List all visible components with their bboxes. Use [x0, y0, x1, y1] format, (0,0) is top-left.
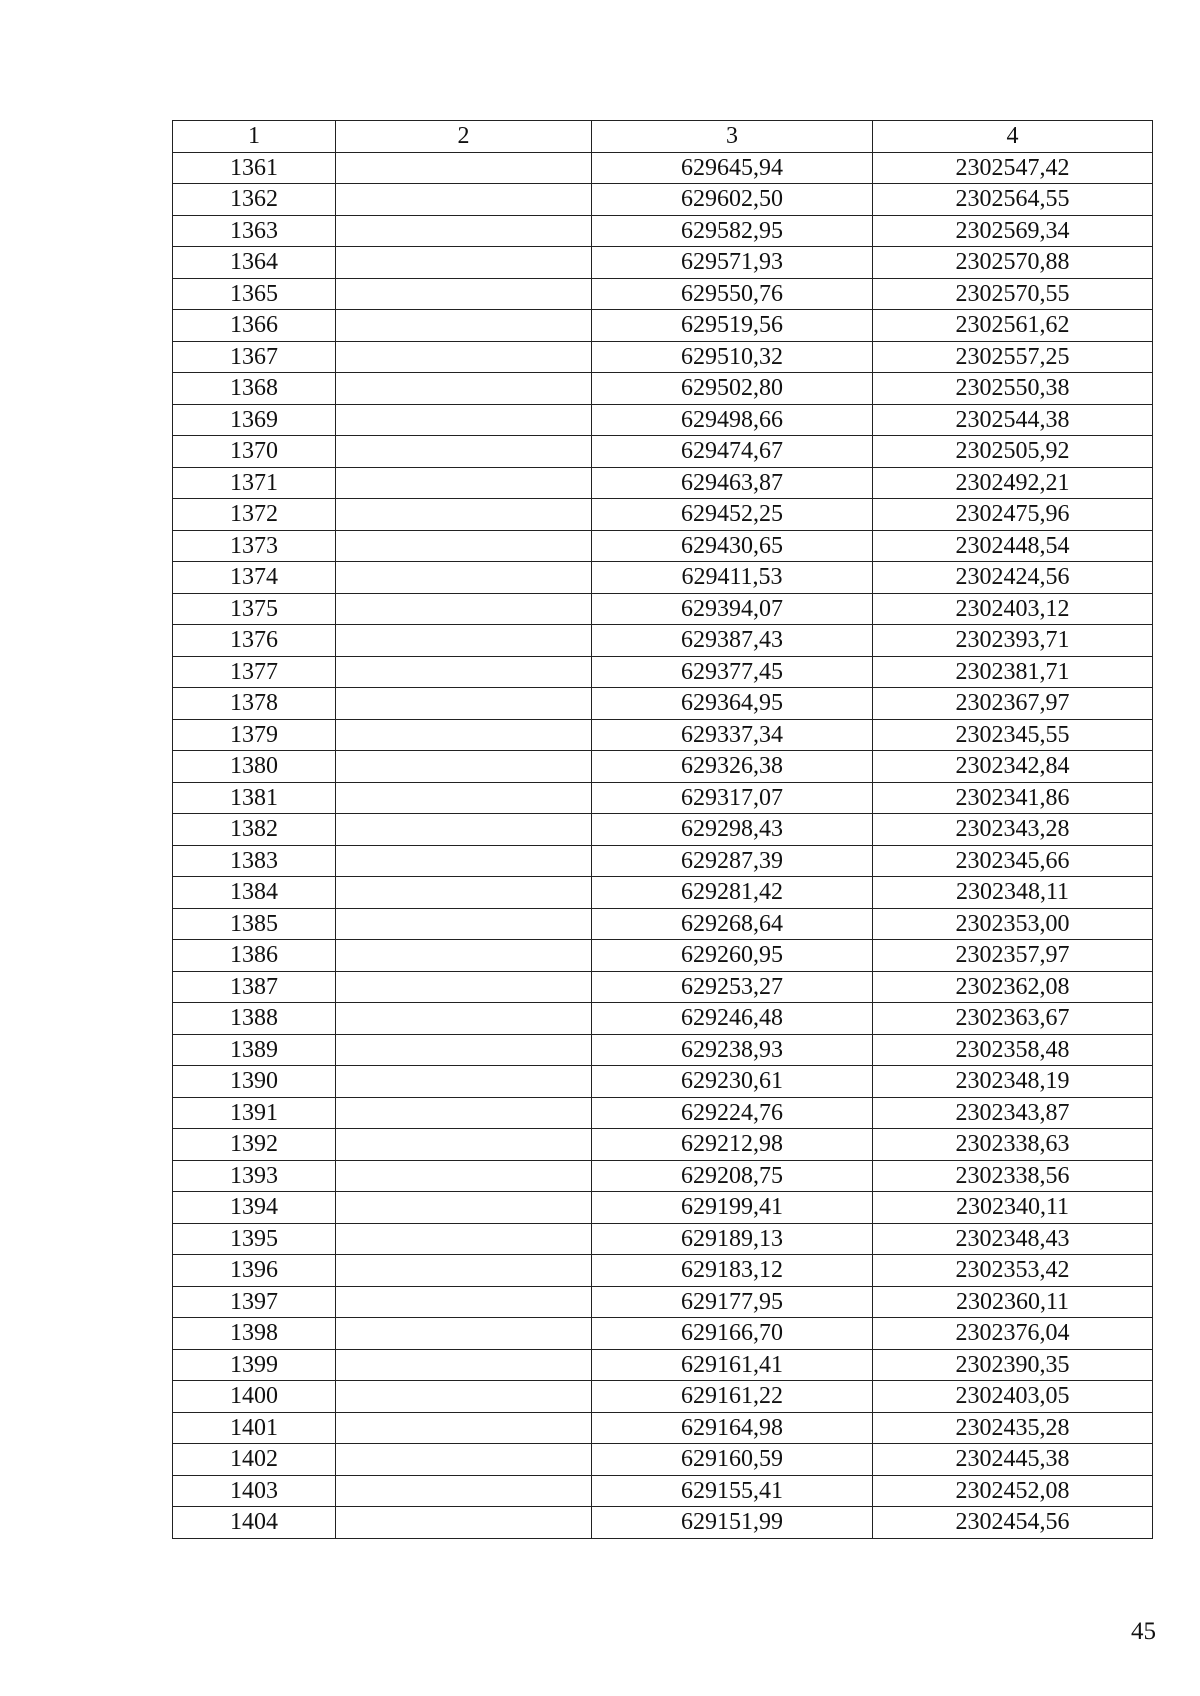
x-coordinate-cell: 629166,70 [592, 1318, 873, 1350]
y-coordinate-cell: 2302353,00 [873, 908, 1153, 940]
x-coordinate-cell: 629317,07 [592, 782, 873, 814]
table-row [173, 719, 1153, 751]
point-number-cell: 1402 [173, 1444, 336, 1476]
x-coordinate-cell: 629326,38 [592, 751, 873, 783]
x-coordinate-cell: 629230,61 [592, 1066, 873, 1098]
description-cell [336, 1097, 592, 1129]
table-row [173, 1381, 1153, 1413]
table-row [173, 184, 1153, 216]
x-coordinate-cell: 629246,48 [592, 1003, 873, 1035]
description-cell [336, 751, 592, 783]
point-number-cell: 1400 [173, 1381, 336, 1413]
x-coordinate-cell: 629364,95 [592, 688, 873, 720]
description-cell [336, 688, 592, 720]
description-cell [336, 404, 592, 436]
x-coordinate-cell: 629208,75 [592, 1160, 873, 1192]
description-cell [336, 184, 592, 216]
description-cell [336, 247, 592, 279]
point-number-cell: 1390 [173, 1066, 336, 1098]
y-coordinate-cell: 2302448,54 [873, 530, 1153, 562]
y-coordinate-cell: 2302435,28 [873, 1412, 1153, 1444]
y-coordinate-cell: 2302390,35 [873, 1349, 1153, 1381]
coordinates-table [172, 120, 1153, 1539]
description-cell [336, 499, 592, 531]
point-number-cell: 1380 [173, 751, 336, 783]
point-number-cell: 1384 [173, 877, 336, 909]
table-row [173, 971, 1153, 1003]
table-row [173, 908, 1153, 940]
point-number-cell: 1373 [173, 530, 336, 562]
y-coordinate-cell: 2302358,48 [873, 1034, 1153, 1066]
y-coordinate-cell: 2302348,19 [873, 1066, 1153, 1098]
point-number-cell: 1365 [173, 278, 336, 310]
point-number-cell: 1378 [173, 688, 336, 720]
y-coordinate-cell: 2302338,63 [873, 1129, 1153, 1161]
x-coordinate-cell: 629474,67 [592, 436, 873, 468]
table-row [173, 278, 1153, 310]
table-row [173, 1223, 1153, 1255]
y-coordinate-cell: 2302564,55 [873, 184, 1153, 216]
point-number-cell: 1389 [173, 1034, 336, 1066]
table-header-row [173, 121, 1153, 153]
y-coordinate-cell: 2302475,96 [873, 499, 1153, 531]
table-row [173, 1003, 1153, 1035]
y-coordinate-cell: 2302547,42 [873, 152, 1153, 184]
table-row [173, 751, 1153, 783]
y-coordinate-cell: 2302424,56 [873, 562, 1153, 594]
table-row [173, 1349, 1153, 1381]
x-coordinate-cell: 629502,80 [592, 373, 873, 405]
point-number-cell: 1376 [173, 625, 336, 657]
point-number-cell: 1401 [173, 1412, 336, 1444]
table-row [173, 1129, 1153, 1161]
table-row [173, 1255, 1153, 1287]
y-coordinate-cell: 2302345,66 [873, 845, 1153, 877]
description-cell [336, 530, 592, 562]
y-coordinate-cell: 2302570,55 [873, 278, 1153, 310]
description-cell [336, 152, 592, 184]
table-row [173, 782, 1153, 814]
description-cell [336, 719, 592, 751]
description-cell [336, 940, 592, 972]
point-number-cell: 1395 [173, 1223, 336, 1255]
point-number-cell: 1377 [173, 656, 336, 688]
point-number-cell: 1370 [173, 436, 336, 468]
description-cell [336, 1003, 592, 1035]
table-row [173, 215, 1153, 247]
x-coordinate-cell: 629463,87 [592, 467, 873, 499]
table-row [173, 436, 1153, 468]
table-row [173, 1444, 1153, 1476]
y-coordinate-cell: 2302353,42 [873, 1255, 1153, 1287]
description-cell [336, 593, 592, 625]
description-cell [336, 1381, 592, 1413]
y-coordinate-cell: 2302338,56 [873, 1160, 1153, 1192]
x-coordinate-cell: 629151,99 [592, 1507, 873, 1539]
point-number-cell: 1393 [173, 1160, 336, 1192]
table-row [173, 310, 1153, 342]
x-coordinate-cell: 629268,64 [592, 908, 873, 940]
x-coordinate-cell: 629498,66 [592, 404, 873, 436]
x-coordinate-cell: 629377,45 [592, 656, 873, 688]
description-cell [336, 1160, 592, 1192]
table-row [173, 404, 1153, 436]
point-number-cell: 1361 [173, 152, 336, 184]
description-cell [336, 1286, 592, 1318]
table-row [173, 688, 1153, 720]
description-cell [336, 341, 592, 373]
point-number-cell: 1382 [173, 814, 336, 846]
point-number-cell: 1362 [173, 184, 336, 216]
x-coordinate-cell: 629571,93 [592, 247, 873, 279]
y-coordinate-cell: 2302403,05 [873, 1381, 1153, 1413]
point-number-cell: 1391 [173, 1097, 336, 1129]
page-number: 45 [1131, 1618, 1156, 1645]
description-cell [336, 971, 592, 1003]
y-coordinate-cell: 2302561,62 [873, 310, 1153, 342]
table-row [173, 814, 1153, 846]
x-coordinate-cell: 629602,50 [592, 184, 873, 216]
point-number-cell: 1398 [173, 1318, 336, 1350]
description-cell [336, 1475, 592, 1507]
description-cell [336, 1034, 592, 1066]
point-number-cell: 1388 [173, 1003, 336, 1035]
x-coordinate-cell: 629189,13 [592, 1223, 873, 1255]
point-number-cell: 1392 [173, 1129, 336, 1161]
point-number-cell: 1375 [173, 593, 336, 625]
table-row [173, 467, 1153, 499]
point-number-cell: 1368 [173, 373, 336, 405]
x-coordinate-cell: 629161,22 [592, 1381, 873, 1413]
y-coordinate-cell: 2302505,92 [873, 436, 1153, 468]
x-coordinate-cell: 629394,07 [592, 593, 873, 625]
y-coordinate-cell: 2302362,08 [873, 971, 1153, 1003]
table-row [173, 1318, 1153, 1350]
x-coordinate-cell: 629281,42 [592, 877, 873, 909]
table-row [173, 877, 1153, 909]
table-row [173, 562, 1153, 594]
point-number-cell: 1381 [173, 782, 336, 814]
description-cell [336, 278, 592, 310]
y-coordinate-cell: 2302557,25 [873, 341, 1153, 373]
description-cell [336, 436, 592, 468]
table-row [173, 656, 1153, 688]
column-header: 3 [592, 121, 873, 153]
point-number-cell: 1371 [173, 467, 336, 499]
column-header: 1 [173, 121, 336, 153]
description-cell [336, 1507, 592, 1539]
description-cell [336, 782, 592, 814]
y-coordinate-cell: 2302341,86 [873, 782, 1153, 814]
x-coordinate-cell: 629582,95 [592, 215, 873, 247]
table-row [173, 593, 1153, 625]
point-number-cell: 1367 [173, 341, 336, 373]
description-cell [336, 1349, 592, 1381]
point-number-cell: 1366 [173, 310, 336, 342]
description-cell [336, 562, 592, 594]
table-row [173, 1412, 1153, 1444]
point-number-cell: 1374 [173, 562, 336, 594]
x-coordinate-cell: 629645,94 [592, 152, 873, 184]
table-row [173, 1475, 1153, 1507]
table-row [173, 940, 1153, 972]
description-cell [336, 625, 592, 657]
point-number-cell: 1363 [173, 215, 336, 247]
table-row [173, 1034, 1153, 1066]
table-row [173, 1286, 1153, 1318]
y-coordinate-cell: 2302452,08 [873, 1475, 1153, 1507]
table-row [173, 373, 1153, 405]
y-coordinate-cell: 2302569,34 [873, 215, 1153, 247]
point-number-cell: 1364 [173, 247, 336, 279]
x-coordinate-cell: 629199,41 [592, 1192, 873, 1224]
y-coordinate-cell: 2302550,38 [873, 373, 1153, 405]
point-number-cell: 1404 [173, 1507, 336, 1539]
description-cell [336, 215, 592, 247]
point-number-cell: 1385 [173, 908, 336, 940]
table-row [173, 341, 1153, 373]
point-number-cell: 1379 [173, 719, 336, 751]
y-coordinate-cell: 2302363,67 [873, 1003, 1153, 1035]
x-coordinate-cell: 629298,43 [592, 814, 873, 846]
y-coordinate-cell: 2302360,11 [873, 1286, 1153, 1318]
point-number-cell: 1369 [173, 404, 336, 436]
description-cell [336, 877, 592, 909]
description-cell [336, 1444, 592, 1476]
y-coordinate-cell: 2302570,88 [873, 247, 1153, 279]
x-coordinate-cell: 629550,76 [592, 278, 873, 310]
y-coordinate-cell: 2302343,28 [873, 814, 1153, 846]
point-number-cell: 1403 [173, 1475, 336, 1507]
y-coordinate-cell: 2302492,21 [873, 467, 1153, 499]
table-row [173, 530, 1153, 562]
y-coordinate-cell: 2302343,87 [873, 1097, 1153, 1129]
y-coordinate-cell: 2302340,11 [873, 1192, 1153, 1224]
x-coordinate-cell: 629177,95 [592, 1286, 873, 1318]
description-cell [336, 467, 592, 499]
y-coordinate-cell: 2302454,56 [873, 1507, 1153, 1539]
x-coordinate-cell: 629337,34 [592, 719, 873, 751]
description-cell [336, 1255, 592, 1287]
x-coordinate-cell: 629387,43 [592, 625, 873, 657]
y-coordinate-cell: 2302357,97 [873, 940, 1153, 972]
table-row [173, 625, 1153, 657]
y-coordinate-cell: 2302367,97 [873, 688, 1153, 720]
x-coordinate-cell: 629510,32 [592, 341, 873, 373]
y-coordinate-cell: 2302393,71 [873, 625, 1153, 657]
point-number-cell: 1387 [173, 971, 336, 1003]
point-number-cell: 1386 [173, 940, 336, 972]
description-cell [336, 1412, 592, 1444]
x-coordinate-cell: 629253,27 [592, 971, 873, 1003]
y-coordinate-cell: 2302348,43 [873, 1223, 1153, 1255]
column-header: 4 [873, 121, 1153, 153]
point-number-cell: 1394 [173, 1192, 336, 1224]
description-cell [336, 1223, 592, 1255]
table-row [173, 247, 1153, 279]
description-cell [336, 656, 592, 688]
y-coordinate-cell: 2302342,84 [873, 751, 1153, 783]
table-row [173, 1066, 1153, 1098]
y-coordinate-cell: 2302376,04 [873, 1318, 1153, 1350]
description-cell [336, 1318, 592, 1350]
y-coordinate-cell: 2302445,38 [873, 1444, 1153, 1476]
table-row [173, 1507, 1153, 1539]
y-coordinate-cell: 2302345,55 [873, 719, 1153, 751]
point-number-cell: 1399 [173, 1349, 336, 1381]
x-coordinate-cell: 629161,41 [592, 1349, 873, 1381]
y-coordinate-cell: 2302381,71 [873, 656, 1153, 688]
table-row [173, 1192, 1153, 1224]
table-row [173, 1097, 1153, 1129]
point-number-cell: 1383 [173, 845, 336, 877]
x-coordinate-cell: 629430,65 [592, 530, 873, 562]
description-cell [336, 908, 592, 940]
x-coordinate-cell: 629411,53 [592, 562, 873, 594]
x-coordinate-cell: 629224,76 [592, 1097, 873, 1129]
x-coordinate-cell: 629452,25 [592, 499, 873, 531]
table-row [173, 1160, 1153, 1192]
description-cell [336, 1192, 592, 1224]
x-coordinate-cell: 629164,98 [592, 1412, 873, 1444]
point-number-cell: 1372 [173, 499, 336, 531]
x-coordinate-cell: 629287,39 [592, 845, 873, 877]
table-body [173, 121, 1153, 1539]
column-header: 2 [336, 121, 592, 153]
x-coordinate-cell: 629183,12 [592, 1255, 873, 1287]
description-cell [336, 1129, 592, 1161]
table-row [173, 845, 1153, 877]
x-coordinate-cell: 629212,98 [592, 1129, 873, 1161]
y-coordinate-cell: 2302348,11 [873, 877, 1153, 909]
description-cell [336, 310, 592, 342]
x-coordinate-cell: 629155,41 [592, 1475, 873, 1507]
x-coordinate-cell: 629519,56 [592, 310, 873, 342]
x-coordinate-cell: 629160,59 [592, 1444, 873, 1476]
description-cell [336, 1066, 592, 1098]
point-number-cell: 1397 [173, 1286, 336, 1318]
y-coordinate-cell: 2302403,12 [873, 593, 1153, 625]
x-coordinate-cell: 629260,95 [592, 940, 873, 972]
table-row [173, 499, 1153, 531]
x-coordinate-cell: 629238,93 [592, 1034, 873, 1066]
description-cell [336, 373, 592, 405]
y-coordinate-cell: 2302544,38 [873, 404, 1153, 436]
description-cell [336, 845, 592, 877]
table-row [173, 152, 1153, 184]
point-number-cell: 1396 [173, 1255, 336, 1287]
description-cell [336, 814, 592, 846]
